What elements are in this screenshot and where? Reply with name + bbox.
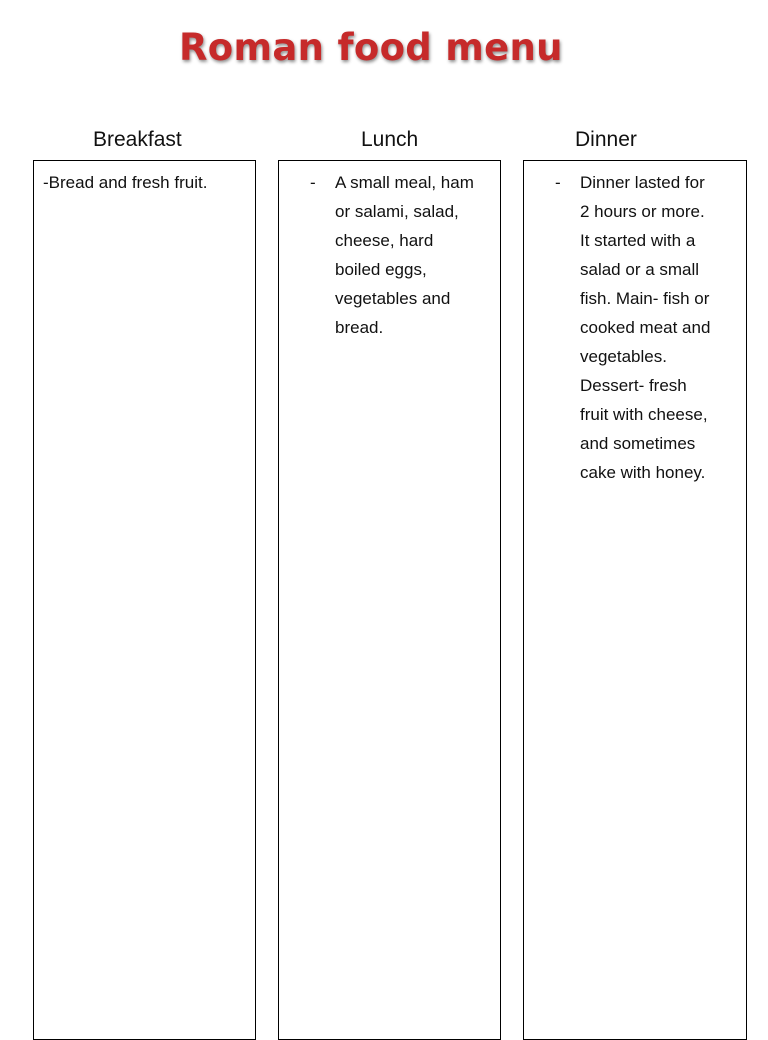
dinner-text: Dinner lasted for 2 hours or more. It started with a salad or a small fish. Main- fish or cooked meat and vegetables. Dessert- fresh fruit with cheese, and sometimes cake with honey.	[580, 173, 711, 482]
lunch-heading: Lunch	[361, 128, 419, 151]
dinner-box	[523, 160, 747, 1040]
dinner-bullet-dash: -	[555, 173, 561, 192]
lunch-box	[278, 160, 501, 1040]
breakfast-heading: Breakfast	[93, 128, 182, 151]
breakfast-text: -Bread and fresh fruit.	[43, 173, 208, 192]
lunch-text: A small meal, ham or salami, salad, cheese, hard boiled eggs, vegetables and bread.	[335, 173, 474, 337]
page-title: Roman food menu	[179, 26, 563, 69]
breakfast-box	[33, 160, 256, 1040]
lunch-bullet-dash: -	[310, 173, 316, 192]
dinner-heading: Dinner	[575, 128, 637, 151]
